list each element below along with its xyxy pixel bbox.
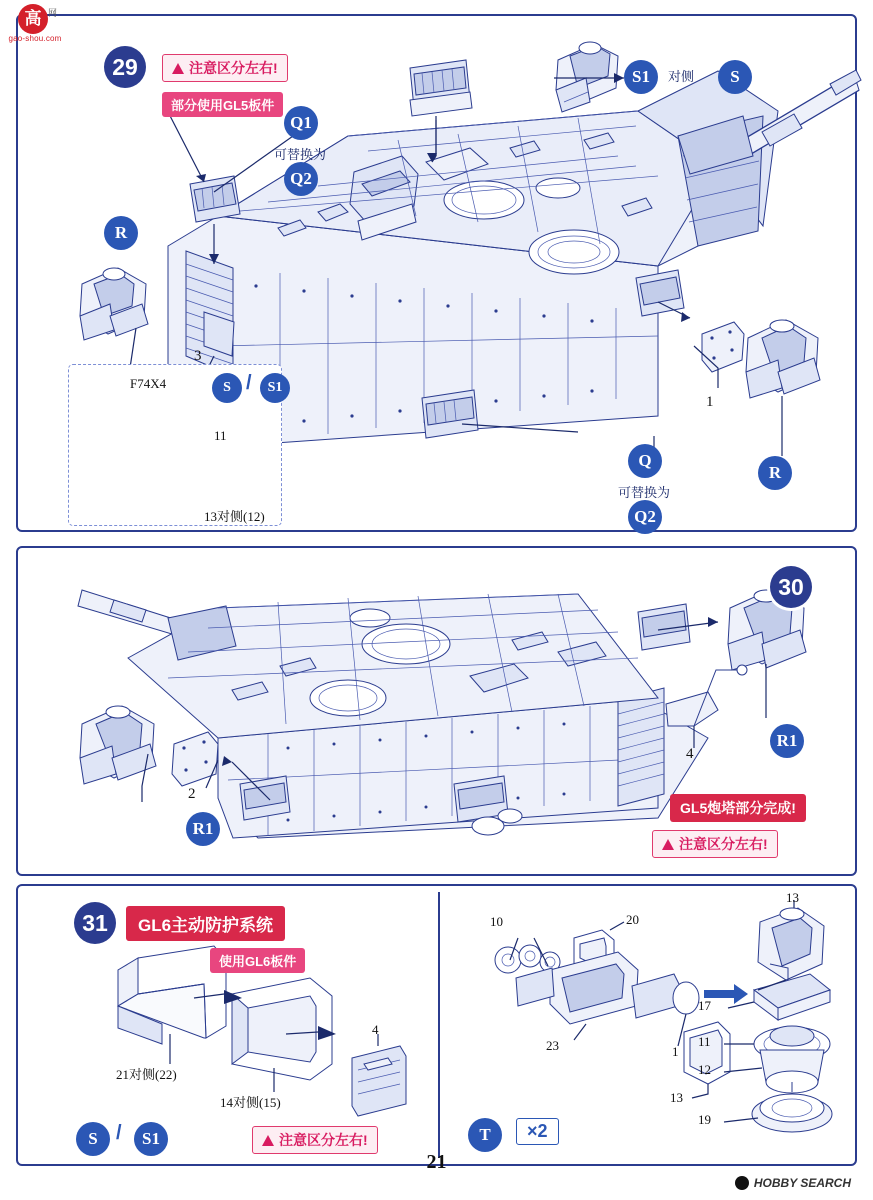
- step-29-panel: [16, 14, 857, 532]
- sensor-right: [746, 320, 820, 398]
- inset-part-11: 11: [214, 428, 227, 443]
- assembled-unit: [684, 908, 832, 1132]
- part-1-right: 1: [672, 1044, 679, 1059]
- warning-triangle-icon: [172, 63, 184, 74]
- mark-r1-right: R1: [770, 724, 804, 758]
- mark-s1-31: S1: [134, 1122, 168, 1156]
- part-number-2: 2: [188, 786, 196, 802]
- site-watermark-logo: [4, 4, 66, 48]
- part-number-3: 3: [194, 348, 202, 364]
- aps-part-4: [352, 1046, 406, 1116]
- mark-q2: Q2: [284, 162, 318, 196]
- mark-s-31: S: [76, 1122, 110, 1156]
- inset-mark-separator: /: [246, 372, 252, 394]
- module-q1: [410, 60, 472, 116]
- inset-mark-s1: S1: [260, 373, 290, 403]
- inset-title-f74: F74X4: [130, 376, 167, 391]
- part-21: 21对侧(22): [116, 1067, 177, 1082]
- aps-frame: [232, 978, 332, 1080]
- part-20: 20: [626, 912, 639, 927]
- logo-site: gao-shou.com: [8, 34, 62, 43]
- warning-triangle-icon: [662, 839, 674, 850]
- logo-suffix: 网: [48, 8, 58, 18]
- bracket-part-1: [702, 322, 744, 372]
- inset-part-13: 13对侧(12): [204, 509, 265, 524]
- inset-mark-s: S: [212, 373, 242, 403]
- mark-s1-top: S1: [624, 60, 658, 94]
- sensor-top-right: [556, 42, 618, 112]
- warning-note-29: [162, 54, 288, 82]
- part-12: 12: [698, 1062, 711, 1077]
- part-4-right: 4: [372, 1022, 379, 1037]
- step-badge-30: 30: [770, 566, 812, 608]
- step-30-panel: [16, 546, 857, 876]
- warning-text: 注意区分左右!: [679, 836, 768, 852]
- part-14: 14对侧(15): [220, 1095, 281, 1110]
- part-13-left: 13: [670, 1090, 683, 1105]
- logo-badge: [18, 4, 48, 34]
- part-11-right: 11: [698, 1034, 711, 1049]
- logo-char: 高: [24, 9, 42, 28]
- warning-note-30: [652, 830, 778, 858]
- module-right-mid: [636, 270, 684, 316]
- part-number-1: 1: [706, 394, 714, 410]
- mark-separator-31: /: [116, 1122, 122, 1144]
- mark-s-top: S: [718, 60, 752, 94]
- part-23: 23: [546, 1038, 559, 1053]
- mark-t: T: [468, 1118, 502, 1152]
- label-replaceable-1: 可替换为: [274, 147, 327, 162]
- warning-triangle-icon: [262, 1135, 274, 1146]
- part-13-top: 13: [786, 890, 799, 905]
- publisher-name: HOBBY SEARCH: [753, 1176, 851, 1190]
- warning-text: 注意区分左右!: [279, 1132, 368, 1148]
- note-gl5-complete: GL5炮塔部分完成!: [670, 794, 806, 822]
- sensor-left: [80, 268, 148, 340]
- publisher-icon: [735, 1176, 749, 1190]
- warning-text: 注意区分左右!: [189, 60, 278, 76]
- part-10: 10: [490, 914, 503, 929]
- bracket-part-2: [172, 732, 218, 786]
- warning-note-31: [252, 1126, 378, 1154]
- mark-q2-bottom: Q2: [628, 500, 662, 534]
- page-number: 21: [426, 1151, 447, 1173]
- part-17: 17: [698, 998, 711, 1013]
- label-opposite-side: 对侧: [668, 69, 695, 84]
- step-30-artwork: [18, 548, 859, 878]
- publisher-mark: [735, 1176, 851, 1190]
- part-number-4: 4: [686, 746, 694, 762]
- mark-q: Q: [628, 444, 662, 478]
- step-31-title: GL6主动防护系统: [126, 906, 285, 941]
- step-badge-31: 31: [74, 902, 116, 944]
- mark-q1: Q1: [284, 106, 318, 140]
- mark-r-right: R: [758, 456, 792, 490]
- note-gl5-parts: 部分使用GL5板件: [162, 92, 283, 117]
- module-left-upper: [190, 176, 240, 222]
- quantity-x2: ×2: [516, 1118, 559, 1145]
- module-q: [422, 390, 478, 438]
- note-gl6-parts: 使用GL6板件: [210, 948, 305, 973]
- label-replaceable-2: 可替换为: [618, 485, 671, 500]
- module-left-2: [240, 776, 290, 820]
- part-19: 19: [698, 1112, 711, 1127]
- mark-r1-left: R1: [186, 812, 220, 846]
- bracket-part-4: [666, 665, 747, 726]
- mark-r-left: R: [104, 216, 138, 250]
- step-badge-29: 29: [104, 46, 146, 88]
- step-31-panel: [16, 884, 857, 1166]
